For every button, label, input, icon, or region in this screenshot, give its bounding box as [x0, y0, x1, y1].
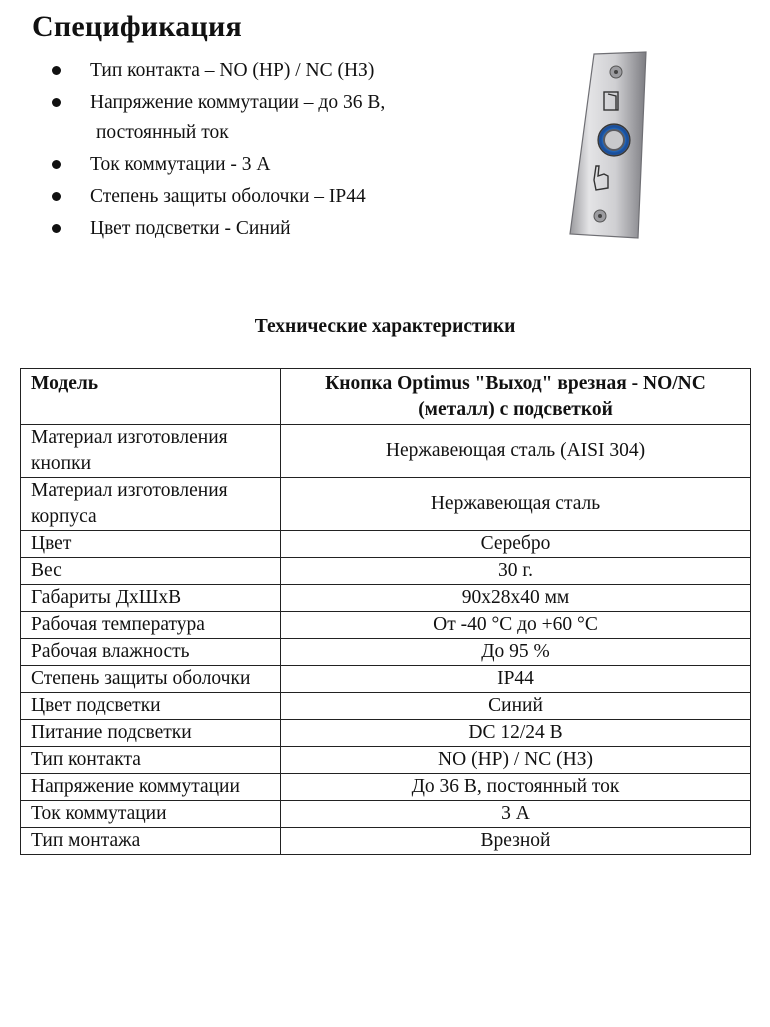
table-header-key: Модель — [21, 369, 281, 425]
table-header-value: Кнопка Optimus "Выход" врезная - NO/NC (металл) с подсветкой — [281, 369, 751, 425]
spec-bullet: Цвет подсветки - Синий — [52, 214, 522, 244]
table-row: Тип монтажа Врезной — [21, 828, 751, 855]
spec-bullet: Напряжение коммутации – до 36 В, постоянный ток — [52, 88, 522, 148]
table-title: Технические характеристики — [254, 316, 516, 337]
table-row: Рабочая влажность До 95 % — [21, 639, 751, 666]
table-row: Габариты ДхШхВ 90х28х40 мм — [21, 585, 751, 612]
table-row: Вес 30 г. — [21, 558, 751, 585]
table-row: Материал изготовления кнопки Нержавеющая сталь (AISI 304) — [21, 425, 751, 478]
table-header-row — [21, 369, 751, 425]
spec-bullet: Степень защиты оболочки – IP44 — [52, 182, 522, 212]
table-row: Цвет подсветки Синий — [21, 693, 751, 720]
bullet-dot-icon — [52, 192, 61, 201]
bullet-dot-icon — [52, 160, 61, 169]
table-row: Цвет Серебро — [21, 531, 751, 558]
table-row: Рабочая температура От -40 °С до +60 °С — [21, 612, 751, 639]
table-row: Питание подсветки DC 12/24 В — [21, 720, 751, 747]
spec-bullet: Ток коммутации - 3 А — [52, 150, 522, 180]
bullet-dot-icon — [52, 98, 61, 107]
table-row: Ток коммутации 3 А — [21, 801, 751, 828]
bullet-dot-icon — [52, 66, 61, 75]
spec-bullet-list — [52, 56, 522, 246]
spec-table — [20, 368, 751, 855]
table-row: Материал изготовления корпуса Нержавеющая сталь — [21, 478, 751, 531]
spec-bullet: Тип контакта – NO (НР) / NC (НЗ) — [52, 56, 522, 86]
table-row: Степень защиты оболочки IP44 — [21, 666, 751, 693]
table-row: Напряжение коммутации До 36 В, постоянный ток — [21, 774, 751, 801]
table-row: Тип контакта NO (НР) / NC (НЗ) — [21, 747, 751, 774]
spec-title: Спецификация — [32, 10, 242, 43]
exit-button-product-image — [560, 48, 650, 248]
bullet-dot-icon — [52, 224, 61, 233]
